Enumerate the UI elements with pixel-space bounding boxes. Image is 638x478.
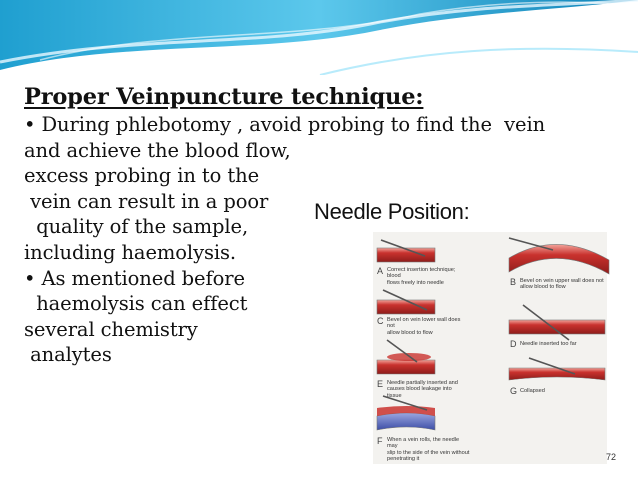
panel-e-caption: Needle partially inserted and causes blood leakage into tissue bbox=[387, 380, 458, 399]
panel-f-letter: F bbox=[377, 436, 383, 446]
panel-c-caption: Bevel on vein lower wall does not allow blood to flow bbox=[387, 317, 461, 336]
panel-e-illustration bbox=[377, 340, 435, 374]
body-line: and achieve the blood flow, bbox=[24, 138, 291, 162]
body-line: excess probing in to the bbox=[24, 164, 260, 188]
panel-g-caption: Collapsed bbox=[520, 388, 545, 394]
panel-a-illustration bbox=[377, 240, 435, 262]
body-line: quality of the sample, bbox=[24, 215, 249, 239]
panel-f-illustration bbox=[377, 396, 435, 430]
panel-a-caption: Correct insertion technique; blood flows freely into needle bbox=[387, 267, 456, 286]
panel-d-letter: D bbox=[510, 339, 517, 349]
body-line: • During phlebotomy , avoid probing to find the vein bbox=[24, 113, 546, 136]
page-number: 72 bbox=[606, 452, 617, 462]
body-line: including haemolysis. bbox=[24, 240, 237, 264]
panel-d-illustration bbox=[509, 305, 605, 340]
panel-a-letter: A bbox=[377, 266, 384, 276]
body-line: • As mentioned before bbox=[24, 266, 245, 290]
panel-d-caption: Needle inserted too far bbox=[520, 341, 577, 347]
panel-f-caption: When a vein rolls, the needle may slip to the side of the vein without penetrating it bbox=[387, 437, 470, 463]
body-line: analytes bbox=[24, 343, 112, 367]
panel-b-illustration bbox=[509, 238, 609, 274]
panel-c-illustration bbox=[377, 290, 435, 314]
slide-title: Proper Veinpuncture technique: bbox=[24, 84, 424, 110]
panel-c-letter: C bbox=[377, 316, 384, 326]
panel-e-letter: E bbox=[377, 379, 384, 389]
panel-b-caption: Bevel on vein upper wall does not allow blood to flow bbox=[520, 278, 604, 291]
body-line: haemolysis can effect bbox=[24, 292, 248, 316]
header-wave-banner bbox=[0, 0, 638, 75]
panel-b-letter: B bbox=[510, 277, 517, 287]
panel-g-letter: G bbox=[510, 386, 518, 396]
figure-title: Needle Position: bbox=[314, 199, 470, 224]
body-line: vein can result in a poor bbox=[24, 189, 269, 213]
panel-g-illustration bbox=[509, 358, 605, 380]
needle-position-figure bbox=[297, 190, 628, 470]
body-line: several chemistry bbox=[24, 317, 198, 341]
